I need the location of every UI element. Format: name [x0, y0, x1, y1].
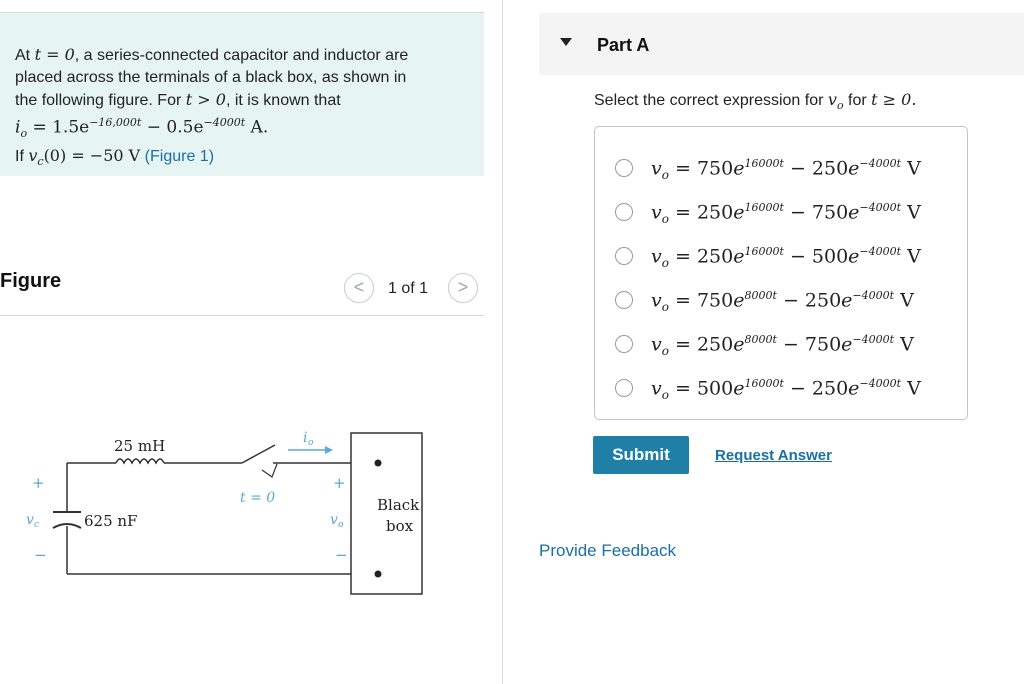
part-a-header[interactable] — [539, 13, 1024, 75]
math-t-gt-0: t > 0 — [185, 90, 226, 109]
radio-button[interactable] — [615, 291, 633, 309]
vo-plus: + — [333, 474, 346, 492]
vo-sub: o — [338, 520, 344, 530]
inductor-coil — [116, 459, 164, 463]
problem-line-5: If $v_c(0) = -50$ V (Figure 1) — [15, 146, 215, 169]
terminal-bottom — [375, 571, 382, 578]
radio-button[interactable] — [615, 247, 633, 265]
inductor-label: 25 mH — [114, 437, 166, 455]
radio-button[interactable] — [615, 379, 633, 397]
problem-body — [15, 44, 475, 173]
problem-line-2: placed across the terminals of a black box, as shown in — [15, 69, 407, 86]
vc-plus: + — [32, 474, 45, 492]
figure-1-link[interactable]: (Figure 1) — [144, 148, 215, 166]
problem-line-1: At t = 0, a series-connected capacitor and inductor are — [15, 45, 409, 64]
submit-button[interactable]: Submit — [593, 436, 689, 474]
choice-option[interactable]: $v_o = 500e^{16000t} - 250e^{-4000t}$ V — [615, 375, 955, 403]
vo-minus: − — [335, 546, 348, 564]
next-figure-button[interactable]: > — [448, 273, 478, 303]
choice-option[interactable]: $v_o = 750e^{16000t} - 250e^{-4000t}$ V — [615, 155, 955, 183]
choice-option[interactable]: $v_o = 750e^{8000t} - 250e^{-4000t}$ V — [615, 287, 955, 315]
radio-button[interactable] — [615, 159, 633, 177]
switch-arrow — [262, 464, 277, 477]
collapse-triangle-icon[interactable] — [560, 38, 572, 46]
figure-heading: Figure — [0, 270, 62, 292]
terminal-top — [375, 460, 382, 467]
problem-line-3: the following figure. For t > 0, it is known that — [15, 90, 341, 109]
radio-button[interactable] — [615, 203, 633, 221]
vc-label: v — [26, 512, 34, 528]
switch-time-label: t = 0 — [240, 490, 276, 506]
question-prompt: Select the correct expression for $v_o$ for t ≥ 0. — [594, 90, 917, 113]
vo-label: v — [330, 512, 338, 528]
figure-pager — [344, 273, 484, 303]
part-title: Part A — [597, 35, 650, 55]
choice-option[interactable]: $v_o = 250e^{16000t} - 500e^{-4000t}$ V — [615, 243, 955, 271]
prev-figure-button[interactable]: < — [344, 273, 374, 303]
vc-sub: c — [34, 520, 40, 530]
circuit-diagram — [20, 420, 460, 600]
capacitor-label: 625 nF — [84, 512, 138, 530]
current-label: i — [303, 430, 308, 446]
answer-choices — [594, 126, 968, 420]
math-t0: t = 0 — [34, 45, 75, 64]
box-label-line1: Black — [377, 496, 420, 514]
box-label-line2: box — [386, 517, 414, 535]
pager-count: 1 of 1 — [388, 280, 429, 297]
radio-button[interactable] — [615, 335, 633, 353]
current-sub: o — [308, 438, 314, 448]
current-arrow-head — [325, 446, 333, 454]
figure-divider — [0, 315, 484, 316]
choice-option[interactable]: $v_o = 250e^{8000t} - 750e^{-4000t}$ V — [615, 331, 955, 359]
io-expression: $i_o = 1.5e^{-16,000t} - 0.5e^{-4000t}$ A. — [15, 116, 269, 141]
provide-feedback-link[interactable]: Provide Feedback — [539, 541, 677, 560]
request-answer-link[interactable]: Request Answer — [715, 447, 832, 464]
switch-blade — [242, 445, 275, 463]
vc-minus: − — [34, 546, 47, 564]
choice-option[interactable]: $v_o = 250e^{16000t} - 750e^{-4000t}$ V — [615, 199, 955, 227]
